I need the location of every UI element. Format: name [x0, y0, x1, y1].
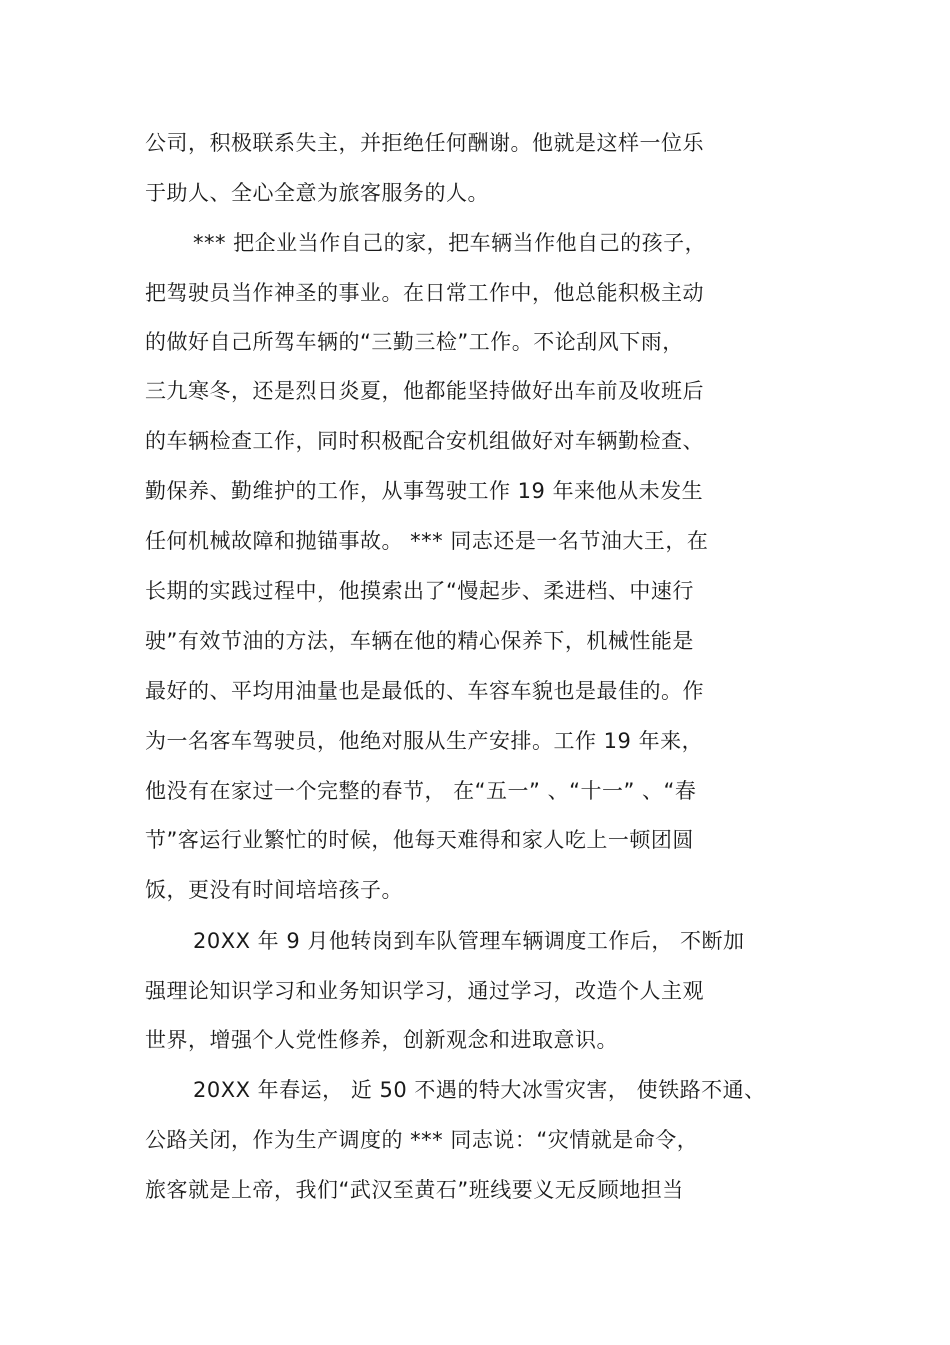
text-line-18: 强理论知识学习和业务知识学习，通过学习，改造个人主观	[145, 979, 704, 1003]
text-line-2: 于助人、全心全意为旅客服务的人。	[145, 181, 489, 205]
text-line-1: 公司，积极联系失主，并拒绝任何酬谢。他就是这样一位乐	[145, 131, 704, 155]
text-line-10: 长期的实践过程中，他摸索出了“慢起步、柔进档、中速行	[145, 579, 694, 603]
text-line-6: 三九寒冬，还是烈日炎夏，他都能坚持做好出车前及收班后	[145, 379, 704, 403]
text-line-21: 公路关闭，作为生产调度的 *** 同志说：“灾情就是命令，	[145, 1128, 699, 1152]
text-line-11: 驶”有效节油的方法，车辆在他的精心保养下，机械性能是	[145, 629, 694, 653]
text-line-3: *** 把企业当作自己的家，把车辆当作他自己的孩子，	[193, 231, 707, 255]
text-line-14: 他没有在家过一个完整的春节， 在“五一” 、“十一” 、“春	[145, 779, 697, 803]
text-line-12: 最好的、平均用油量也是最低的、车容车貌也是最佳的。作	[145, 679, 704, 703]
text-line-19: 世界，增强个人党性修养，创新观念和进取意识。	[145, 1028, 618, 1052]
text-line-20: 20XX 年春运， 近 50 不遇的特大冰雪灾害， 使铁路不通、	[193, 1078, 766, 1102]
text-line-9: 任何机械故障和抛锚事故。 *** 同志还是一名节油大王，在	[145, 529, 709, 553]
text-line-17: 20XX 年 9 月他转岗到车队管理车辆调度工作后， 不断加	[193, 929, 745, 953]
text-line-5: 的做好自己所驾车辆的“三勤三检”工作。不论刮风下雨，	[145, 330, 684, 354]
text-line-8: 勤保养、勤维护的工作，从事驾驶工作 19 年来他从未发生	[145, 479, 704, 503]
text-line-16: 饭，更没有时间培培孩子。	[145, 878, 403, 902]
text-line-7: 的车辆检查工作，同时积极配合安机组做好对车辆勤检查、	[145, 429, 704, 453]
text-line-4: 把驾驶员当作神圣的事业。在日常工作中，他总能积极主动	[145, 281, 704, 305]
text-line-22: 旅客就是上帝，我们“武汉至黄石”班线要义无反顾地担当	[145, 1178, 684, 1202]
text-line-13: 为一名客车驾驶员，他绝对服从生产安排。工作 19 年来，	[145, 729, 704, 753]
text-line-15: 节”客运行业繁忙的时候，他每天难得和家人吃上一顿团圆	[145, 828, 694, 852]
